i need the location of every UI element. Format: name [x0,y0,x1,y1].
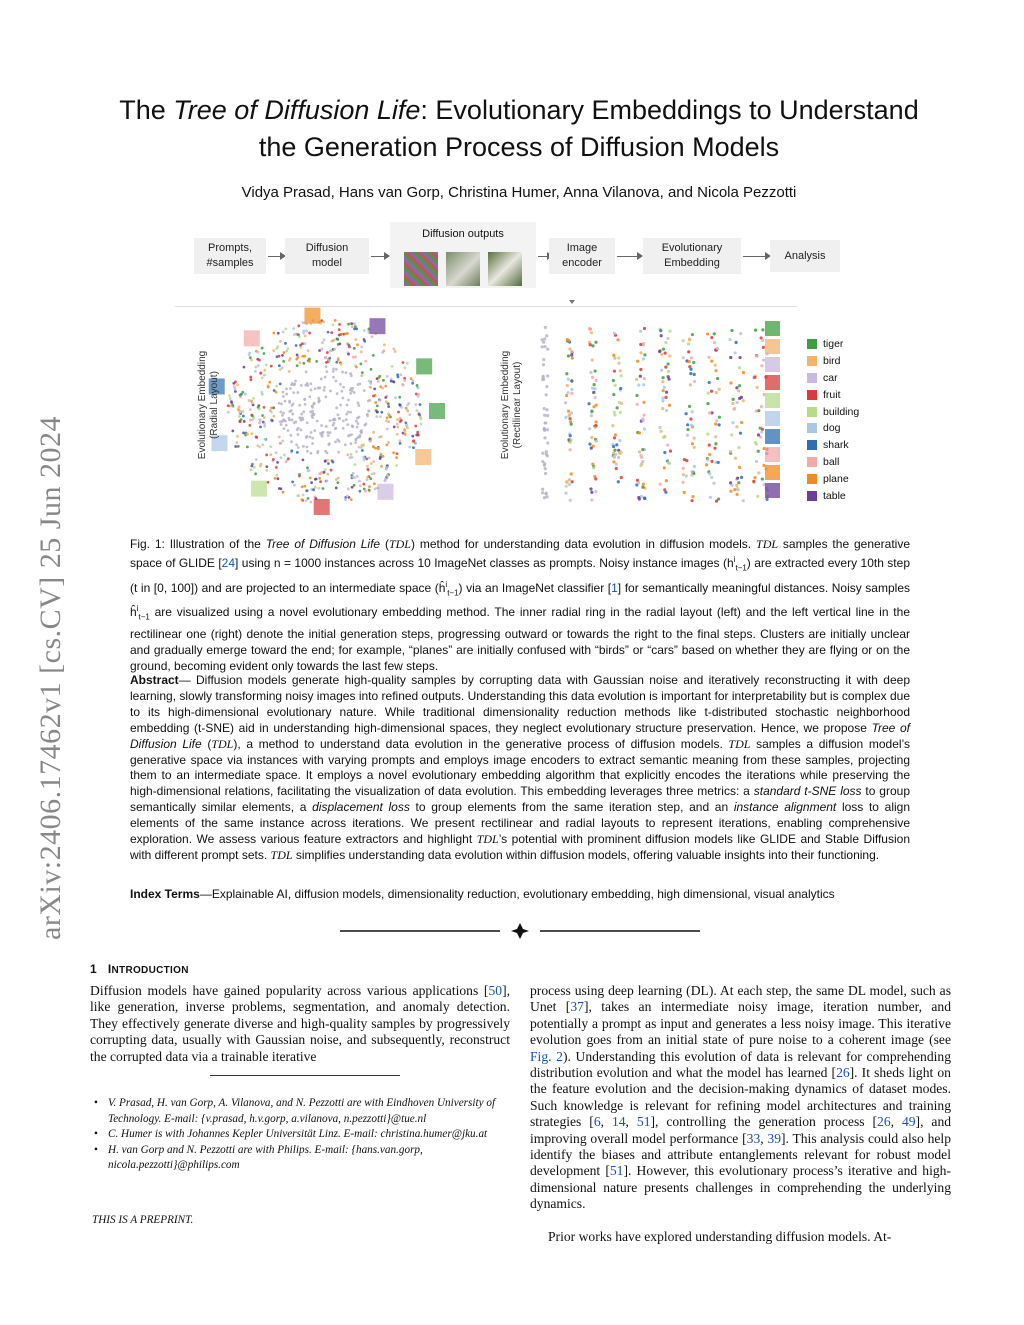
legend-item [807,437,859,454]
down-arrow-icon [569,300,575,304]
legend-label: shark [823,439,849,452]
footnote-item: • C. Humer is with Johannes Kepler Universität Linz. E-mail: christina.humer@jku.at [92,1127,512,1143]
sample-image-thumbnail [765,429,780,444]
sample-image-thumbnail [304,308,320,324]
dog-image-thumbnail [488,252,522,286]
rectilinear-embedding-plot [497,307,797,515]
legend-item [807,370,859,387]
legend-label: dog [823,422,841,435]
sample-image-thumbnail [416,358,432,374]
embedding-figure [175,306,797,515]
sample-image-thumbnail [765,375,780,390]
legend-label: table [823,489,846,502]
radial-axis-label: Evolutionary Embedding (Radial Layout) [197,350,220,460]
section-divider [340,921,700,941]
intro-right-continuation: Prior works have explored understanding diffusion models. At- [548,1229,892,1244]
legend-label: building [823,405,860,418]
pipeline-arrow [617,256,637,257]
intro-left-column: Diffusion models have gained popularity across various applications [50], like generation, inverse problems, segmentation, and anomaly detection. They effectively generate diverse and high-quality samples by progressively corrupting data, usually with Gaussian noise, and subsequently, reconstruct the corrupted data via a trainable iterative [90,983,510,1064]
class-legend [807,336,859,504]
section-heading: 1 INTRODUCTION [90,962,189,976]
legend-swatch [807,390,817,400]
figure-caption: Fig. 1: Illustration of the Tree of Diffusion Life (TDL) method for understanding data evolution in diffusion models. TDL samples the generative space of GLIDE [24] using n = 1000 instances across 10 ImageNet classes as prompts. Noisy instance images $(h^i_{t-1})$ are extracted every 10th step (t in [0, 100]) and are projected to an intermediate space $(ĥ^i_{t-1})$ via an ImageNet classifier [1] for semantically meaningful distances. Noisy samples $ĥ^i_{t-1}$ are visualized using a novel evolutionary embedding method. The inner radial ring in the radial layout (left) and the left vertical line in the rectilinear one (right) denote the initial generation steps, progressing outward or towards the right to the final steps. Clusters are initially unclear and gradually emerge toward the end; for example, “planes” are initially confused with “birds” or “cars” based on whether they are flying or on the ground, becoming evident only towards the last few steps. [130,537,911,674]
legend-swatch [807,356,817,366]
sample-image-thumbnail [765,447,780,462]
legend-label: ball [823,455,840,468]
sample-image-thumbnail [765,465,780,480]
legend-label: tiger [823,338,844,351]
sample-image-thumbnail [765,393,780,408]
legend-item [807,420,859,437]
legend-swatch [807,423,817,433]
pipeline-outputs-box: Diffusion outputs [390,222,536,288]
tiger-image-thumbnail [446,252,480,286]
legend-label: plane [823,472,849,485]
sample-image-thumbnail [429,403,445,419]
legend-swatch [807,407,817,417]
preprint-note: THIS IS A PREPRINT. [92,1214,194,1226]
sample-image-thumbnail [415,449,431,465]
pipeline-arrow [371,256,384,257]
footnote-item: • V. Prasad, H. van Gorp, A. Vilanova, and N. Pezzotti are with Eindhoven University of Technology. E-mail: {v.prasad, h.v.gorp, a.vilanova, n.pezzotti}@tue.nl [92,1096,512,1127]
sample-image-thumbnail [765,483,780,498]
noisy-image-thumbnail [404,252,438,286]
star-ornament-icon [511,923,529,939]
pipeline-embedding-box: Evolutionary Embedding [643,238,741,274]
abstract: Abstract— Diffusion models generate high-quality samples by corrupting data with Gaussian noise and iteratively reconstructing it with deep learning, slowly transforming noisy images into refined outputs. Understanding this data evolution is important for interpretability but is complex due to its high-dimensional evolutionary nature. While traditional dimensionality reduction methods like t-distributed stochastic neighborhood embedding (t-SNE) aid in understanding high-dimensional spaces, they neglect evolutionary structure preservation. Hence, we propose Tree of Diffusion Life (TDL), a method to understand data evolution in the generative process of diffusion models. TDL samples a diffusion model’s generative space via instances with varying prompts and employs image encoders to extract semantic meaning from these samples, projecting them to an intermediate space. It employs a novel evolutionary embedding algorithm that explicitly encodes the iterations while preserving the high-dimensional relations, facilitating the visualization of data evolution. This embedding leverages three metrics: a standard t-SNE loss to group semantically similar elements, a displacement loss to group elements from the same iteration step, and an instance alignment loss to align elements of the same instance across iterations. We present rectilinear and radial layouts to represent iterations, enabling comprehensive exploration. We assess various feature extractors and highlight TDL’s potential with prominent diffusion models like GLIDE and Stable Diffusion with different prompt sets. TDL simplifies understanding data evolution within diffusion models, offering valuable insights into their functioning. [130,673,911,862]
footnote-rule [210,1075,400,1076]
legend-label: car [823,371,838,384]
pipeline-arrow [268,256,280,257]
pipeline-arrow [743,256,765,257]
sample-image-thumbnail [765,321,780,336]
sample-image-thumbnail [251,481,267,497]
legend-swatch [807,491,817,501]
pipeline-prompts-box: Prompts, #samples [194,238,266,274]
sample-image-thumbnail [369,318,385,334]
legend-swatch [807,474,817,484]
arxiv-stamp: arXiv:2406.17462v1 [cs.CV] 25 Jun 2024 [34,416,67,940]
legend-item [807,470,859,487]
legend-label: fruit [823,388,841,401]
legend-item [807,353,859,370]
legend-swatch [807,440,817,450]
rectilinear-axis-label: Evolutionary Embedding (Rectilinear Layout) [500,350,523,460]
sample-image-thumbnail [378,484,394,500]
legend-item [807,454,859,471]
legend-swatch [807,373,817,383]
index-terms: Index Terms—Explainable AI, diffusion models, dimensionality reduction, evolutionary embedding, high dimensional, visual analytics [130,887,835,901]
sample-image-thumbnail [765,411,780,426]
author-footnotes [92,1096,512,1174]
sample-image-thumbnail [314,499,330,515]
pipeline-diffusion-box: Diffusion model [285,238,369,274]
pipeline-encoder-box: Image encoder [549,238,615,274]
sample-image-thumbnail [765,339,780,354]
legend-swatch [807,457,817,467]
sample-image-thumbnail [244,330,260,346]
paper-title: The Tree of Diffusion Life: Evolutionary Embeddings to Understand the Generation Process of Diffusion Models [119,95,919,162]
legend-item [807,403,859,420]
sample-image-thumbnail [765,357,780,372]
footnote-item: • H. van Gorp and N. Pezzotti are with Philips. E-mail: {hans.van.gorp, nicola.pezzotti}@philips.com [92,1143,512,1174]
legend-item [807,336,859,353]
legend-label: bird [823,355,841,368]
intro-right-column: process using deep learning (DL). At each step, the same DL model, such as Unet [37], takes an intermediate noisy image, iteration number, and potentially a prompt as input and generates a less noisy image. This iterative evolution goes from an initial state of pure noise to a coherent image (see Fig. 2). Understanding this evolution of data is relevant for comprehending distribution evolution and what the model has learned [26]. It sheds light on the feature evolution and the decision-making dynamics of dataset modes. Such knowledge is relevant for refining model architectures and training strategies [6, 14, 51], controlling the generation process [26, 49], and improving overall model performance [33, 39]. This analysis could also help identify the biases and attribute entanglements relevant for robust model development [51]. However, this evolutionary process’s iterative and high-dimensional nature presents challenges in comprehending the underlying dynamics. [530,983,952,1212]
legend-swatch [807,339,817,349]
legend-item [807,487,859,504]
legend-item [807,386,859,403]
author-list: Vidya Prasad, Hans van Gorp, Christina Humer, Anna Vilanova, and Nicola Pezzotti [241,184,797,201]
pipeline-arrow [538,256,547,257]
pipeline-analysis-box: Analysis [770,240,840,272]
